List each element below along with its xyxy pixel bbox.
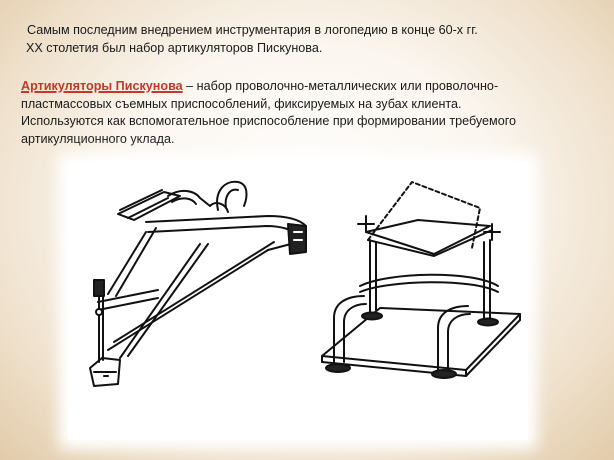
left-articulator-drawing — [90, 182, 306, 386]
description-line-1-rest: – набор проволочно-металлических или проволочно- — [182, 79, 499, 93]
articulators-drawing — [68, 162, 528, 440]
articulators-illustration — [68, 162, 528, 440]
right-articulator-drawing — [322, 182, 520, 378]
description-line-4: артикуляционного уклада. — [21, 131, 175, 146]
intro-paragraph — [22, 21, 602, 57]
description-line-2: пластмассовых съемных приспособлений, фиксируемых на зубах клиента. — [21, 96, 462, 111]
description-paragraph — [21, 78, 601, 148]
term-highlight: Артикуляторы Пискунова — [21, 79, 183, 93]
intro-line-2: ХХ столетия был набор артикуляторов Пискунова. — [26, 41, 323, 55]
description-line-1 — [21, 78, 601, 96]
description-line-3: Используются как вспомогательное приспособление при формировании требуемого — [21, 114, 517, 128]
intro-line-1: Самым последним внедрением инструментария в логопедию в конце 60-х гг. — [27, 23, 478, 37]
